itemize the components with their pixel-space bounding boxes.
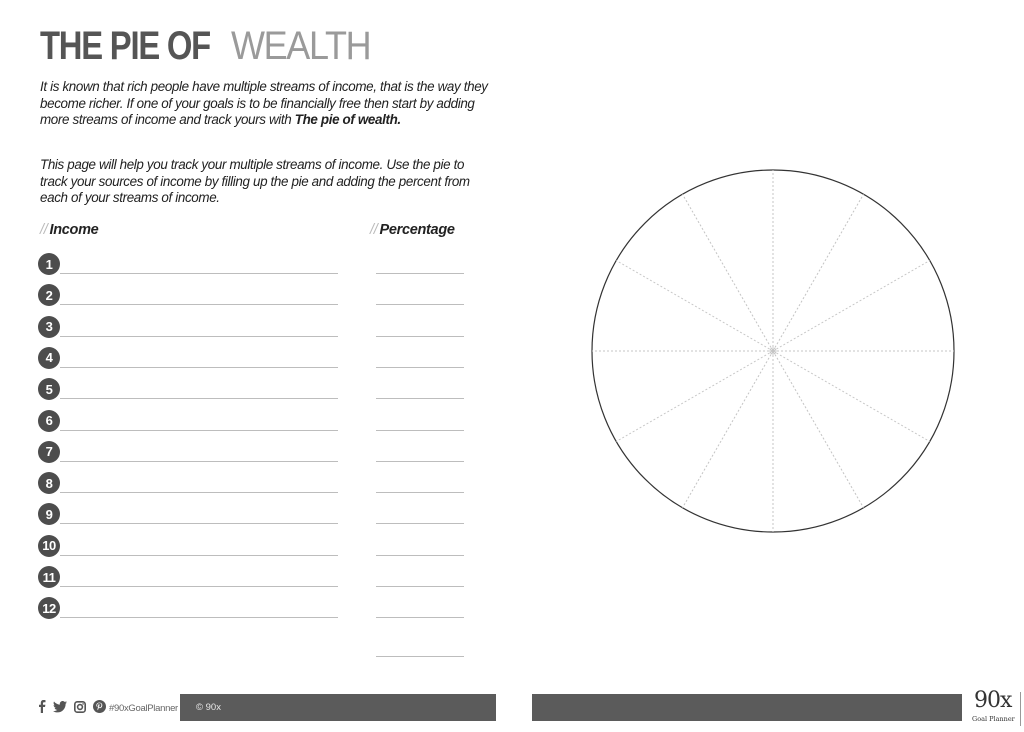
income-slash: // — [40, 222, 48, 238]
footer-bar-right — [532, 694, 962, 721]
percentage-entry-line[interactable] — [376, 336, 464, 337]
percentage-slash: // — [370, 222, 378, 238]
footer-bar-left — [180, 694, 496, 721]
instagram-icon[interactable] — [74, 701, 86, 713]
percentage-entry-line[interactable] — [376, 523, 464, 524]
row-number-badge: 4 — [38, 347, 60, 369]
income-entry-line[interactable] — [60, 398, 338, 399]
percentage-entry-line[interactable] — [376, 304, 464, 305]
income-entry-line[interactable] — [60, 430, 338, 431]
income-entry-line[interactable] — [60, 304, 338, 305]
income-row — [38, 284, 468, 308]
percentage-entry-line[interactable] — [376, 617, 464, 618]
intro-paragraph-2: This page will help you track your multiple streams of income. Use the pie to track your sources of income by filling up the pie and adding the percent from each of your streams of income. — [40, 157, 470, 205]
row-number-badge: 12 — [38, 597, 60, 619]
title-light: WEALTH — [230, 24, 371, 68]
income-row — [38, 316, 468, 340]
percentage-entry-line[interactable] — [376, 586, 464, 587]
intro-paragraph-1-text: It is known that rich people have multiple streams of income, that is the way they become richer. If one of your goals is to be financially free then start by adding more streams of income and track yours with — [40, 79, 488, 127]
intro-paragraph-1 — [40, 79, 490, 129]
page-title — [40, 26, 386, 66]
pie-divider-line — [773, 194, 864, 351]
row-number-badge: 9 — [38, 503, 60, 525]
income-row — [38, 597, 468, 621]
pie-divider-line — [773, 351, 930, 442]
row-number-badge: 5 — [38, 378, 60, 400]
income-row — [38, 472, 468, 496]
logo-divider — [1020, 692, 1021, 726]
row-number-badge: 11 — [38, 566, 60, 588]
income-row — [38, 441, 468, 465]
percentage-entry-line[interactable] — [376, 398, 464, 399]
percentage-entry-line[interactable] — [376, 492, 464, 493]
income-entry-line[interactable] — [60, 461, 338, 462]
income-entry-line[interactable] — [60, 555, 338, 556]
income-row — [38, 253, 468, 277]
row-number-badge: 2 — [38, 284, 60, 306]
percentage-label: Percentage — [379, 222, 455, 238]
hashtag-text: #90xGoalPlanner — [109, 703, 178, 714]
facebook-icon[interactable] — [38, 700, 46, 713]
intro-paragraph-1-bold: The pie of wealth. — [294, 112, 401, 127]
income-entry-line[interactable] — [60, 617, 338, 618]
income-row — [38, 503, 468, 527]
row-number-badge: 7 — [38, 441, 60, 463]
pie-divider-line — [773, 351, 864, 508]
percentage-entry-line[interactable] — [376, 555, 464, 556]
row-number-badge: 10 — [38, 535, 60, 557]
title-bold: THE PIE OF — [40, 24, 210, 68]
income-entry-line[interactable] — [60, 523, 338, 524]
row-number-badge: 6 — [38, 410, 60, 432]
percentage-entry-line[interactable] — [376, 273, 464, 274]
social-icons — [38, 700, 106, 713]
copyright-text: © 90x — [196, 702, 221, 713]
pie-divider-line — [773, 261, 930, 352]
income-row — [38, 566, 468, 590]
twitter-icon[interactable] — [53, 701, 67, 713]
brand-logo — [966, 688, 1024, 728]
percentage-entry-line[interactable] — [376, 367, 464, 368]
income-row — [38, 535, 468, 559]
percentage-entry-line[interactable] — [376, 430, 464, 431]
pinterest-icon[interactable] — [93, 700, 106, 713]
income-row — [38, 347, 468, 371]
income-entry-line[interactable] — [60, 273, 338, 274]
row-number-badge: 1 — [38, 253, 60, 275]
row-number-badge: 8 — [38, 472, 60, 494]
percentage-total-line[interactable] — [376, 656, 464, 657]
income-entry-line[interactable] — [60, 586, 338, 587]
percentage-entry-line[interactable] — [376, 461, 464, 462]
pie-divider-line — [616, 351, 773, 442]
wealth-pie-chart[interactable] — [588, 165, 958, 537]
income-label: Income — [49, 222, 99, 238]
logo-subtitle: Goal Planner — [972, 715, 1015, 723]
pie-divider-line — [683, 194, 774, 351]
income-entry-line[interactable] — [60, 492, 338, 493]
income-column-header — [40, 222, 98, 238]
income-entry-line[interactable] — [60, 367, 338, 368]
income-row — [38, 410, 468, 434]
income-entry-line[interactable] — [60, 336, 338, 337]
pie-divider-line — [683, 351, 774, 508]
row-number-badge: 3 — [38, 316, 60, 338]
income-row — [38, 378, 468, 402]
percentage-column-header — [370, 222, 455, 238]
pie-divider-line — [616, 261, 773, 352]
logo-mark: 90x — [974, 688, 1012, 713]
